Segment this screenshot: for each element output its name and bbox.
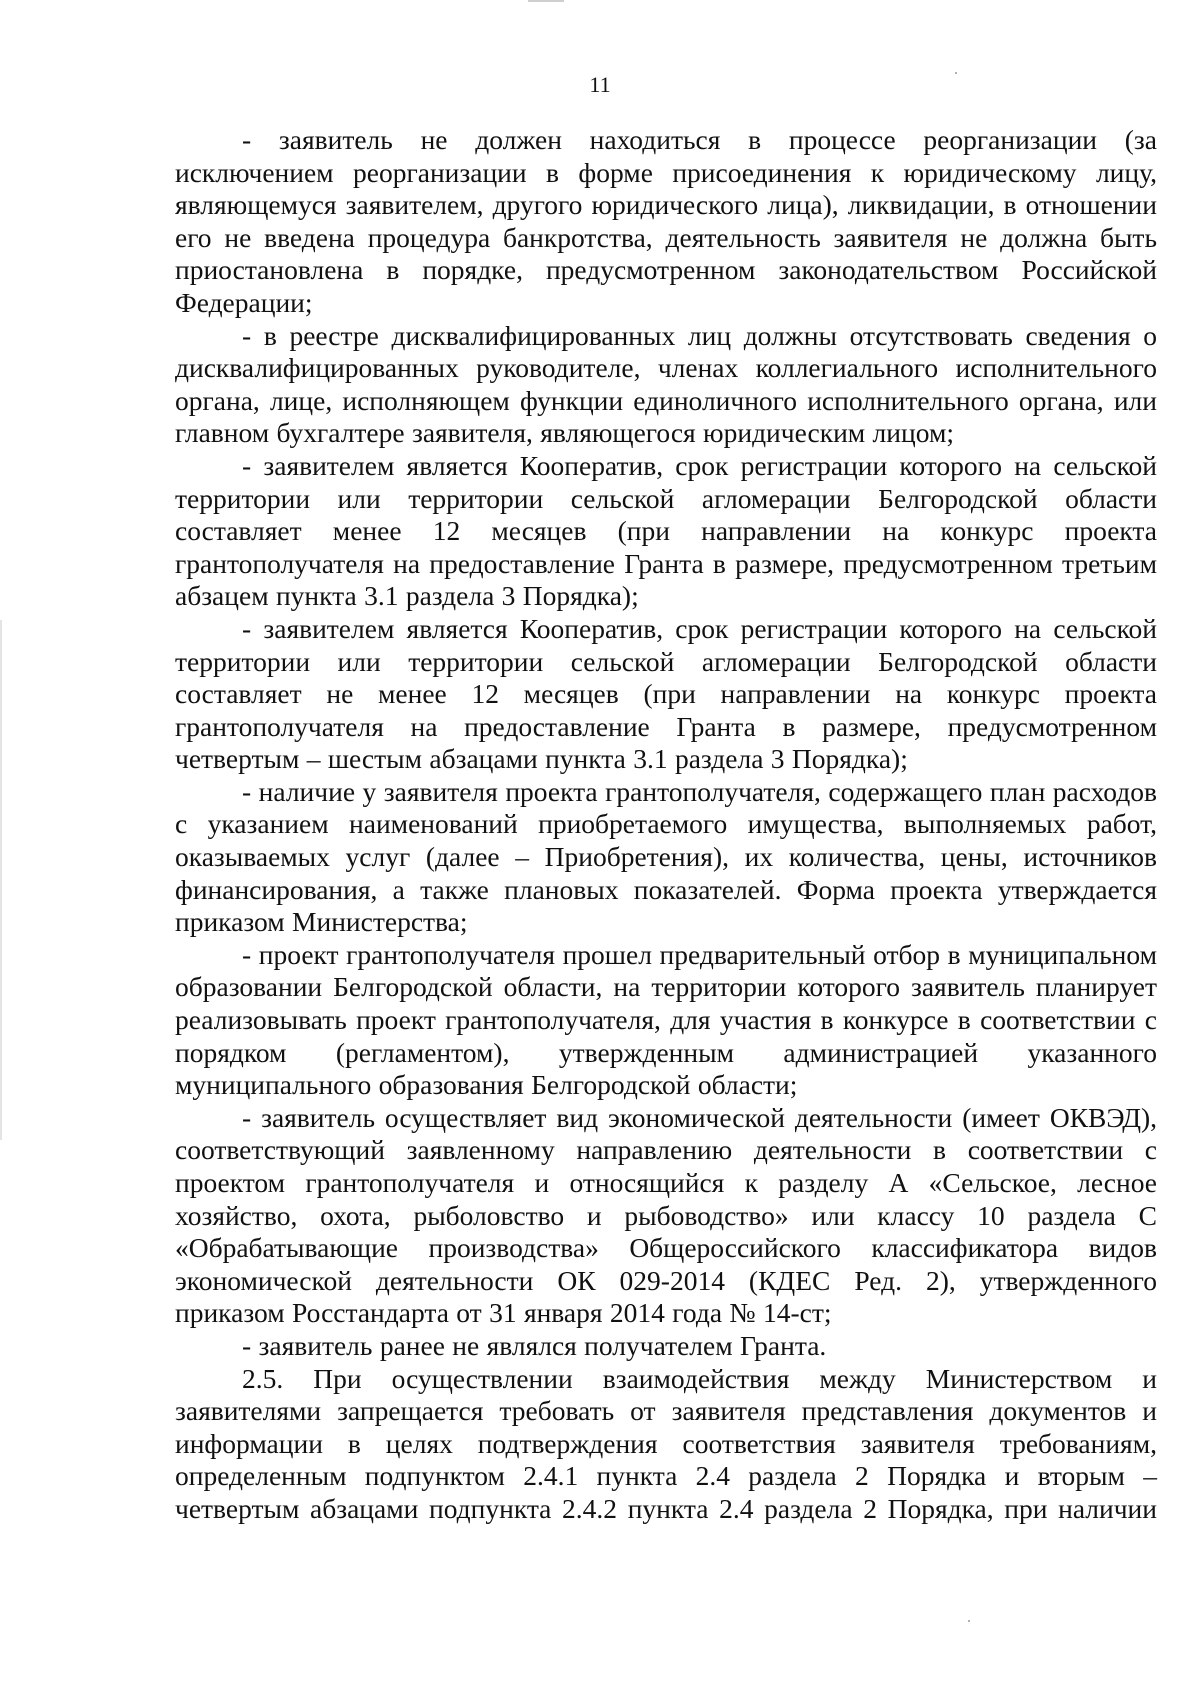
paragraph-okved-activity: - заявитель осуществляет вид экономической деятельности (имеет ОКВЭД), соответствующий заявленному направлению деятельности в соответствии с проектом грантополучателя и относящийся к разделу А «Сельское, лесное хозяйство, охота, рыболовство и рыбоводство» или классу 10 раздела С «Обрабатывающие производства» Общероссийского классификатора видов экономической деятельности ОК 029-2014 (КДЕС Ред. 2), утвержденного приказом Росстандарта от 31 января 2014 года № 14-ст; [175,1101,1157,1329]
document-body [175,124,1157,1526]
paragraph-reorganization-requirement: - заявитель не должен находиться в процессе реорганизации (за исключением реорганизации в форме присоединения к юридическому лицу, являющемуся заявителем, другого юридического лица), ликвидации, в отношении его не введена процедура банкротства, деятельность заявителя не должна быть приостановлена в порядке, предусмотренном законодательством Российской Федерации; [175,124,1157,318]
page-number: 11 [589,72,611,97]
paragraph-cooperative-under-12-months: - заявителем является Кооператив, срок регистрации которого на сельской территории или территории сельской агломерации Белгородской области составляет менее 12 месяцев (при направлении на конкурс проекта грантополучателя на предоставление Гранта в размере, предусмотренном третьим абзацем пункта 3.1 раздела 3 Порядка); [175,449,1157,612]
scan-artifact-left-edge [0,620,2,1140]
scan-artifact-top [528,0,564,2]
paragraph-preliminary-selection: - проект грантополучателя прошел предварительный отбор в муниципальном образовании Белгородской области, на территории которого заявитель планирует реализовывать проект грантополучателя, для участия в конкурсе в соответствии с порядком (регламентом), утвержденным администрацией указанного муниципального образования Белгородской области; [175,938,1157,1101]
scan-speck [968,1620,970,1622]
paragraph-cooperative-over-12-months: - заявителем является Кооператив, срок регистрации которого на сельской территории или территории сельской агломерации Белгородской области составляет не менее 12 месяцев (при направлении на конкурс проекта грантополучателя на предоставление Гранта в размере, предусмотренном четвертым – шестым абзацами пункта 3.1 раздела 3 Порядка); [175,612,1157,775]
paragraph-project-plan: - наличие у заявителя проекта грантополучателя, содержащего план расходов с указанием наименований приобретаемого имущества, выполняемых работ, оказываемых услуг (далее – Приобретения), их количества, цены, источников финансирования, а также плановых показателей. Форма проекта утверждается приказом Министерства; [175,775,1157,938]
paragraph-section-2-5: 2.5. При осуществлении взаимодействия между Министерством и заявителями запрещается требовать от заявителя представления документов и информации в целях подтверждения соответствия заявителя требованиям, определенным подпунктом 2.4.1 пункта 2.4 раздела 2 Порядка и вторым – четвертым абзацами подпункта 2.4.2 пункта 2.4 раздела 2 Порядка, при наличии [175,1362,1157,1524]
paragraph-disqualified-persons: - в реестре дисквалифицированных лиц должны отсутствовать сведения о дисквалифицированных руководителе, членах коллегиального исполнительного органа, лице, исполняющем функции единоличного исполнительного органа, или главном бухгалтере заявителя, являющегося юридическим лицом; [175,319,1157,449]
paragraph-not-previous-recipient: - заявитель ранее не являлся получателем Гранта. [242,1329,827,1361]
